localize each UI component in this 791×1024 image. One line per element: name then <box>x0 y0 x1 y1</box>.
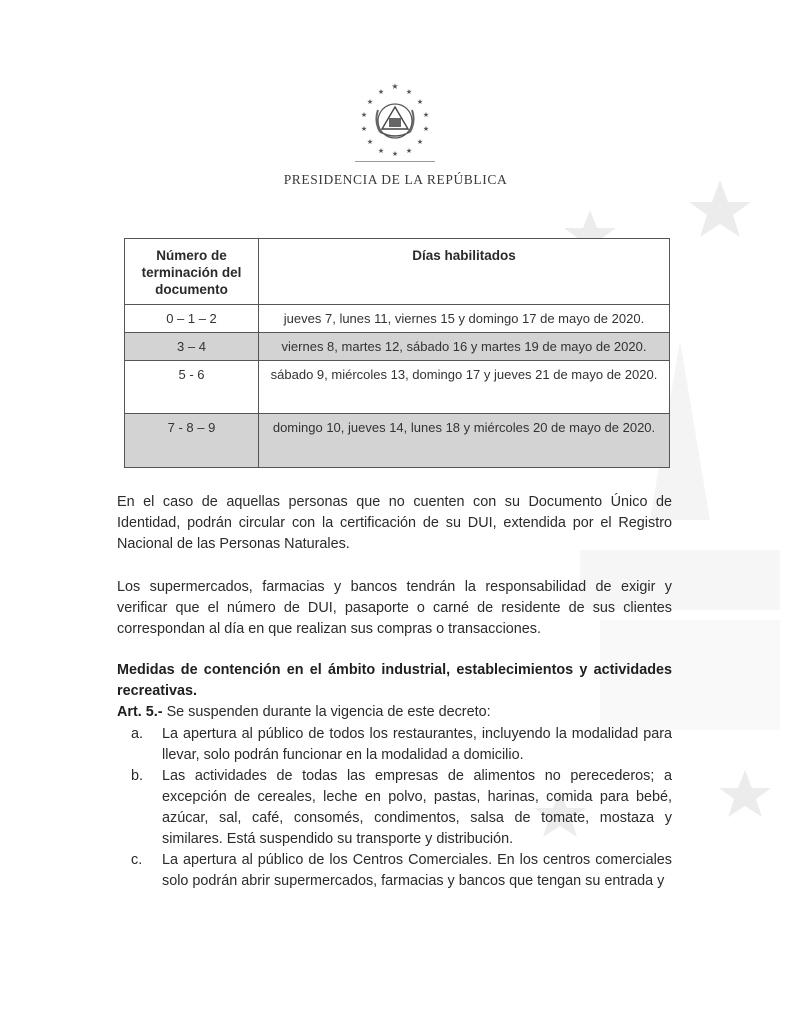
table-row <box>125 305 670 333</box>
svg-text:★: ★ <box>422 112 430 119</box>
list-item-text: La apertura al público de todos los restaurantes, incluyendo la modalidad para llevar, solo podrán funcionar en la modalidad a domicilio. <box>162 726 672 763</box>
days-cell: sábado 9, miércoles 13, domingo 17 y jueves 21 de mayo de 2020. <box>259 361 670 414</box>
column-header-enabled-days: Días habilitados <box>259 239 670 305</box>
list-item-text: Las actividades de todas las empresas de alimentos no perecederos; a excepción de cereales, leche en polvo, pastas, harinas, comida para bebé, azúcar, sal, café, consomés, condimentos, salsa de tomate, mostaza y similares. Está suspendido su transporte y distribución. <box>162 768 672 847</box>
svg-text:★: ★ <box>416 139 424 146</box>
column-header-document-digit: Número de terminación del documento <box>125 239 259 305</box>
svg-text:★: ★ <box>422 126 430 133</box>
national-coat-of-arms-icon <box>350 80 440 160</box>
paragraph-business-responsibility: Los supermercados, farmacias y bancos tendrán la responsabilidad de exigir y verificar que el número de DUI, pasaporte o carné de residente de sus clientes correspondan al día en que realizan sus compras o transacciones. <box>117 579 672 637</box>
svg-text:★: ★ <box>416 99 424 106</box>
digits-cell: 3 – 4 <box>125 333 259 361</box>
svg-text:★: ★ <box>405 89 413 96</box>
institution-name: PRESIDENCIA DE LA REPÚBLICA <box>283 172 508 187</box>
svg-text:★: ★ <box>391 151 399 158</box>
svg-text:★: ★ <box>377 89 385 96</box>
svg-text:★: ★ <box>366 139 374 146</box>
table-row <box>125 333 670 361</box>
section-heading: Medidas de contención en el ámbito industrial, establecimientos y actividades recreativas. <box>117 662 672 699</box>
svg-text:★: ★ <box>405 148 413 155</box>
header-divider <box>355 161 435 162</box>
table-row <box>125 414 670 468</box>
digits-cell: 7 - 8 – 9 <box>125 414 259 468</box>
list-item-letter: a. <box>131 726 144 742</box>
svg-text:★: ★ <box>391 82 399 91</box>
suspension-list <box>117 724 672 892</box>
article-intro-text: Se suspenden durante la vigencia de este decreto: <box>162 704 491 720</box>
list-item-letter: b. <box>131 768 144 784</box>
days-cell: viernes 8, martes 12, sábado 16 y martes 19 de mayo de 2020. <box>259 333 670 361</box>
svg-text:★: ★ <box>377 148 385 155</box>
digits-cell: 5 - 6 <box>125 361 259 414</box>
digits-cell: 0 – 1 – 2 <box>125 305 259 333</box>
days-cell: domingo 10, jueves 14, lunes 18 y miércoles 20 de mayo de 2020. <box>259 414 670 468</box>
svg-text:★: ★ <box>360 126 368 133</box>
table-row <box>125 361 670 414</box>
table-header-row <box>125 239 670 305</box>
circulation-schedule-table <box>124 238 670 468</box>
article-5-intro <box>117 702 672 723</box>
list-item <box>117 850 672 892</box>
list-item-letter: c. <box>131 852 143 868</box>
list-item <box>117 766 672 850</box>
list-item-text: La apertura al público de los Centros Comerciales. En los centros comerciales solo podrán abrir supermercados, farmacias y bancos que tengan su entrada y <box>162 852 672 889</box>
list-item <box>117 724 672 766</box>
svg-text:★: ★ <box>366 99 374 106</box>
svg-text:★: ★ <box>360 112 368 119</box>
article-label: Art. 5.- <box>117 704 163 720</box>
paragraph-dui-certification: En el caso de aquellas personas que no cuenten con su Documento Único de Identidad, podrán circular con la certificación de su DUI, extendida por el Registro Nacional de las Personas Naturales. <box>117 494 672 552</box>
days-cell: jueves 7, lunes 11, viernes 15 y domingo 17 de mayo de 2020. <box>259 305 670 333</box>
